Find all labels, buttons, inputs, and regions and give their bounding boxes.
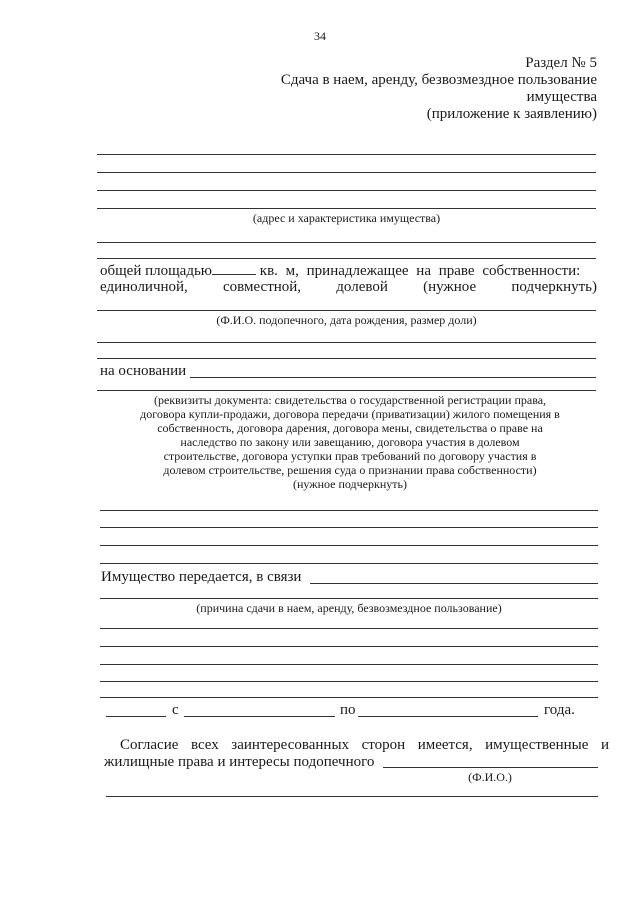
consent-input-line[interactable] [383, 767, 598, 768]
form-title-line1: Сдача в наем, аренду, безвозмездное пользование [280, 72, 597, 88]
period-from-label: с [172, 702, 179, 718]
basis-detail-line-3[interactable] [100, 545, 598, 546]
basis-caption-line: собственность, договора дарения, договора мены, свидетельства о праве на [157, 421, 543, 435]
owner-line-1[interactable] [97, 310, 596, 311]
transfer-line-5[interactable] [100, 664, 598, 665]
owner-line-3[interactable] [97, 358, 596, 359]
area-input[interactable] [212, 262, 256, 275]
ownership-type: единоличной, совместной, долевой (нужное подчеркнуть) [100, 279, 597, 295]
form-title-line2: имущества [526, 89, 597, 105]
basis-caption-line: долевом строительстве, решения суда о признании права собственности) [163, 463, 537, 477]
period-to-label: по [340, 702, 356, 718]
transfer-line-6[interactable] [100, 681, 598, 682]
basis-caption-line: договора купли-продажи, договора передачи (приватизации) жилого помещения в [140, 407, 560, 421]
basis-detail-line-1[interactable] [100, 510, 598, 511]
owner-caption: (Ф.И.О. подопечного, дата рождения, размер доли) [216, 313, 477, 327]
basis-caption [110, 393, 590, 491]
area-ownership-text: кв. м, принадлежащее на праве собственности: [259, 263, 581, 279]
area-line-1 [100, 262, 597, 280]
period-to-input[interactable] [358, 716, 538, 717]
consent-line-1: Согласие всех заинтересованных сторон имеется, имущественные и [120, 737, 609, 753]
consent-caption: (Ф.И.О.) [468, 770, 512, 784]
basis-input-line[interactable] [190, 377, 596, 378]
period-prefix-input[interactable] [106, 716, 166, 717]
property-line-1[interactable] [97, 154, 596, 155]
property-line-3[interactable] [97, 190, 596, 191]
consent-line-3[interactable] [106, 796, 598, 797]
area-label: общей площадью [100, 263, 213, 279]
basis-label: на основании [100, 363, 187, 379]
page-number: 34 [314, 29, 326, 43]
transfer-line-7[interactable] [100, 697, 598, 698]
basis-caption-line: наследство по закону или завещанию, договора участия в долевом [180, 435, 520, 449]
owner-line-2[interactable] [97, 342, 596, 343]
transfer-line-2[interactable] [100, 598, 598, 599]
basis-detail-line-4[interactable] [100, 563, 598, 564]
section-number: Раздел № 5 [525, 55, 597, 71]
transfer-line-3[interactable] [100, 628, 598, 629]
property-line-5[interactable] [97, 242, 596, 243]
period-year-label: года. [544, 702, 575, 718]
period-from-input[interactable] [184, 716, 335, 717]
basis-caption-line: (реквизиты документа: свидетельства о государственной регистрации права, [153, 393, 547, 407]
property-caption: (адрес и характеристика имущества) [252, 211, 441, 225]
transfer-input-line[interactable] [310, 583, 598, 584]
basis-caption-line: (нужное подчеркнуть) [293, 477, 407, 491]
property-line-6[interactable] [97, 258, 596, 259]
consent-line-2: жилищные права и интересы подопечного [104, 754, 375, 770]
basis-line-2[interactable] [97, 390, 596, 391]
transfer-line-4[interactable] [100, 646, 598, 647]
property-line-4[interactable] [97, 208, 596, 209]
transfer-caption: (причина сдачи в наем, аренду, безвозмездное пользование) [196, 601, 502, 615]
basis-caption-line: строительстве, договора уступки прав требований по договору участия в [163, 449, 537, 463]
transfer-label: Имущество передается, в связи [101, 569, 302, 585]
property-line-2[interactable] [97, 172, 596, 173]
basis-detail-line-2[interactable] [100, 527, 598, 528]
form-title-line3: (приложение к заявлению) [426, 106, 597, 122]
